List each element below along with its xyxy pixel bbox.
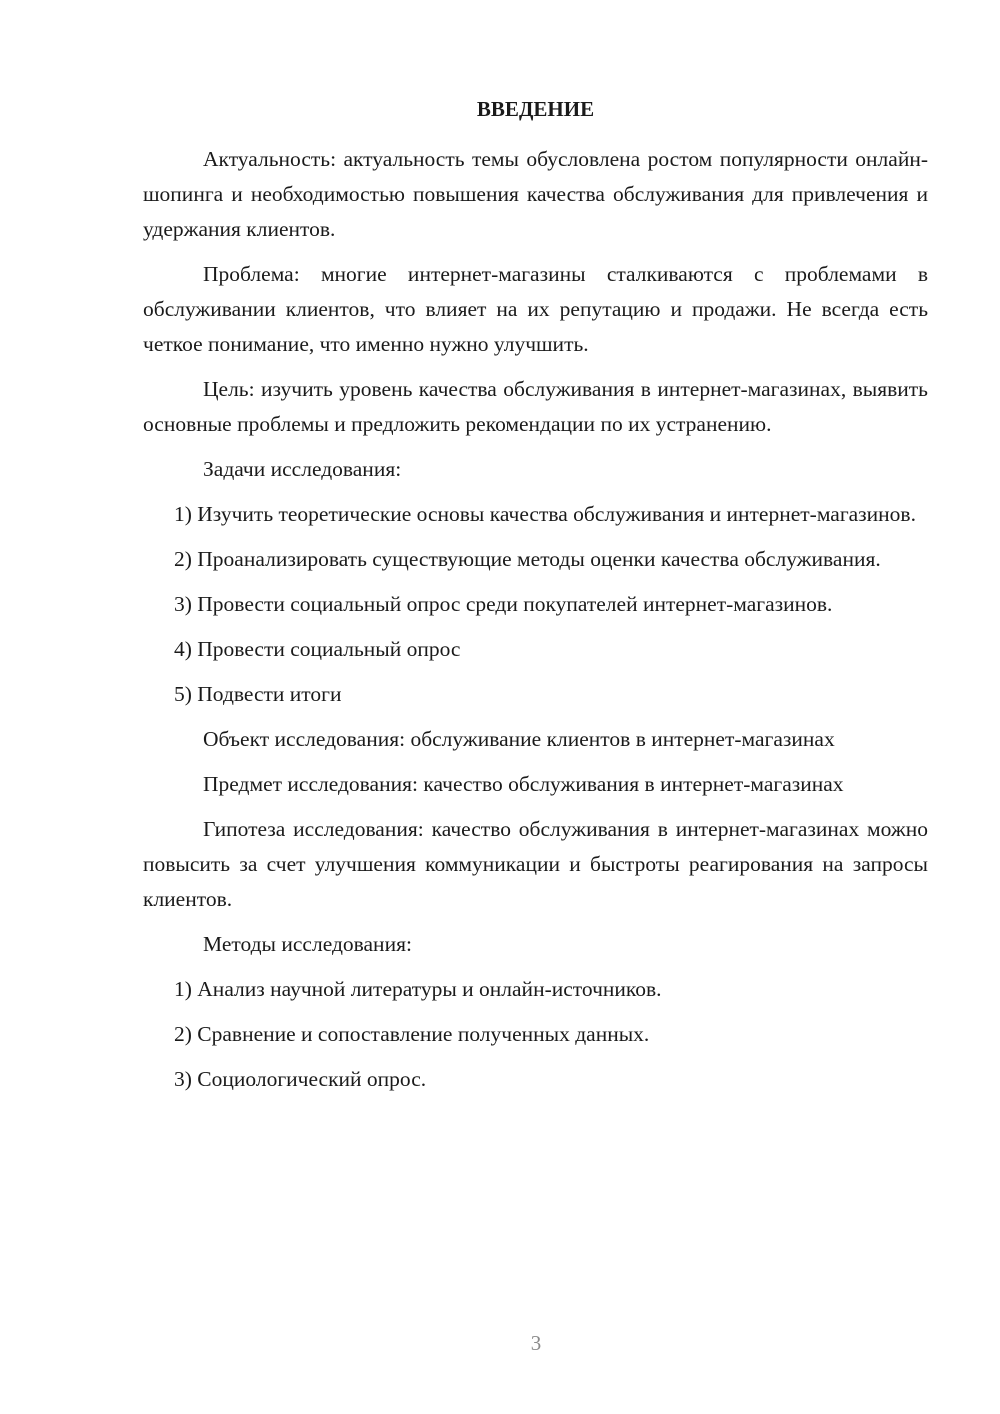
task-item: 5) Подвести итоги: [174, 682, 342, 706]
tasks-heading: Задачи исследования:: [203, 457, 402, 481]
relevance-paragraph: Актуальность: актуальность темы обусловлена ростом популярности онлайн-шопинга и необходимостью повышения качества обслуживания для привлечения и удержания клиентов.: [143, 147, 928, 241]
goal-paragraph: Цель: изучить уровень качества обслуживания в интернет-магазинах, выявить основные проблемы и предложить рекомендации по их устранению.: [143, 377, 928, 436]
document-page: [143, 92, 928, 1107]
task-item: 2) Проанализировать существующие методы оценки качества обслуживания.: [174, 547, 881, 571]
subject-paragraph: Предмет исследования: качество обслуживания в интернет-магазинах: [203, 772, 844, 796]
task-item: 4) Провести социальный опрос: [174, 637, 461, 661]
method-item: 3) Социологический опрос.: [174, 1067, 427, 1091]
methods-heading: Методы исследования:: [203, 932, 412, 956]
problem-paragraph: Проблема: многие интернет-магазины сталкиваются с проблемами в обслуживании клиентов, что влияет на их репутацию и продажи. Не всегда есть четкое понимание, что именно нужно улучшить.: [143, 262, 928, 356]
page-title: ВВЕДЕНИЕ: [476, 97, 595, 121]
task-item: 1) Изучить теоретические основы качества обслуживания и интернет-магазинов.: [174, 502, 916, 526]
object-paragraph: Объект исследования: обслуживание клиентов в интернет-магазинах: [203, 727, 835, 751]
hypothesis-paragraph: Гипотеза исследования: качество обслуживания в интернет-магазинах можно повысить за счет улучшения коммуникации и быстроты реагирования на запросы клиентов.: [143, 817, 928, 911]
method-item: 1) Анализ научной литературы и онлайн-источников.: [174, 977, 662, 1001]
task-item: 3) Провести социальный опрос среди покупателей интернет-магазинов.: [174, 592, 833, 616]
page-number: 3: [530, 1331, 542, 1355]
method-item: 2) Сравнение и сопоставление полученных данных.: [174, 1022, 650, 1046]
